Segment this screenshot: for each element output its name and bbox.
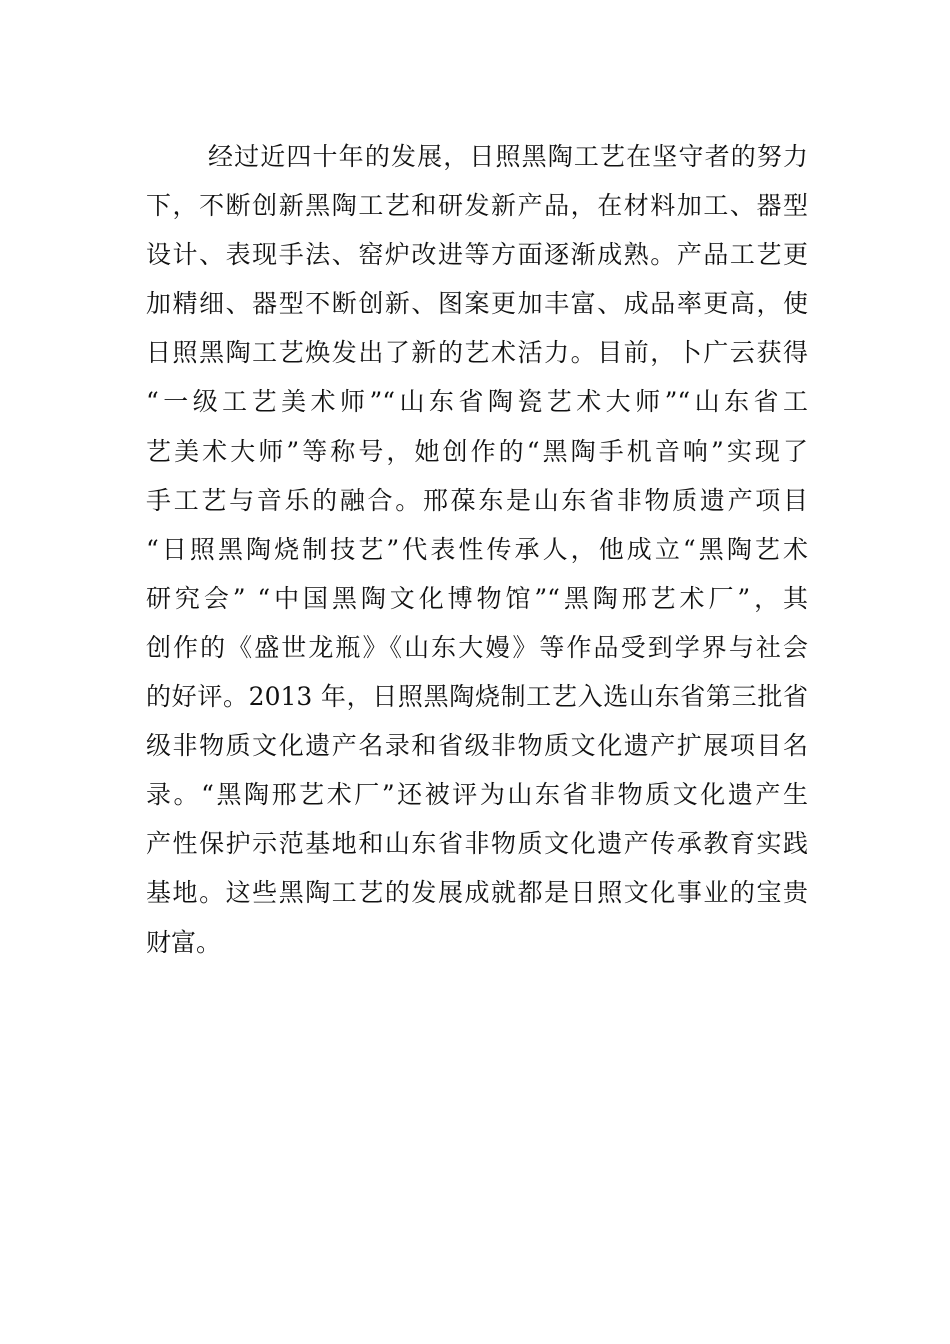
paragraph-line: 下，不断创新黑陶工艺和研发新产品，在材料加工、器型 bbox=[146, 191, 808, 221]
paragraph-line: 研究会” “中国黑陶文化博物馆”“黑陶邢艺术厂”，其 bbox=[146, 583, 808, 613]
paragraph-line: 财富。 bbox=[146, 927, 222, 957]
paragraph-line: 日照黑陶工艺焕发出了新的艺术活力。目前，卜广云获得 bbox=[146, 338, 808, 368]
paragraph-line: 创作的《盛世龙瓶》《山东大嫚》等作品受到学界与社会 bbox=[146, 632, 808, 662]
paragraph-line: 手工艺与音乐的融合。邢葆东是山东省非物质遗产项目 bbox=[146, 485, 808, 515]
paragraph-line: 加精细、器型不断创新、图案更加丰富、成品率更高，使 bbox=[146, 289, 808, 319]
paragraph-line: “一级工艺美术师”“山东省陶瓷艺术大师”“山东省工 bbox=[146, 387, 808, 417]
body-paragraph bbox=[146, 132, 808, 967]
paragraph-line: 级非物质文化遗产名录和省级非物质文化遗产扩展项目名 bbox=[146, 731, 808, 761]
paragraph-line: 的好评。2013 年，日照黑陶烧制工艺入选山东省第三批省 bbox=[146, 682, 808, 712]
paragraph-line: 经过近四十年的发展，日照黑陶工艺在坚守者的努力 bbox=[208, 142, 808, 171]
paragraph-line: “日照黑陶烧制技艺”代表性传承人，他成立“黑陶艺术 bbox=[146, 534, 808, 564]
paragraph-line: 录。“黑陶邢艺术厂”还被评为山东省非物质文化遗产生 bbox=[146, 780, 808, 810]
paragraph-line: 设计、表现手法、窑炉改进等方面逐渐成熟。产品工艺更 bbox=[146, 240, 808, 270]
paragraph-line: 艺美术大师”等称号，她创作的“黑陶手机音响”实现了 bbox=[146, 436, 808, 466]
paragraph-line: 基地。这些黑陶工艺的发展成就都是日照文化事业的宝贵 bbox=[146, 878, 808, 908]
paragraph-line: 产性保护示范基地和山东省非物质文化遗产传承教育实践 bbox=[146, 829, 808, 859]
